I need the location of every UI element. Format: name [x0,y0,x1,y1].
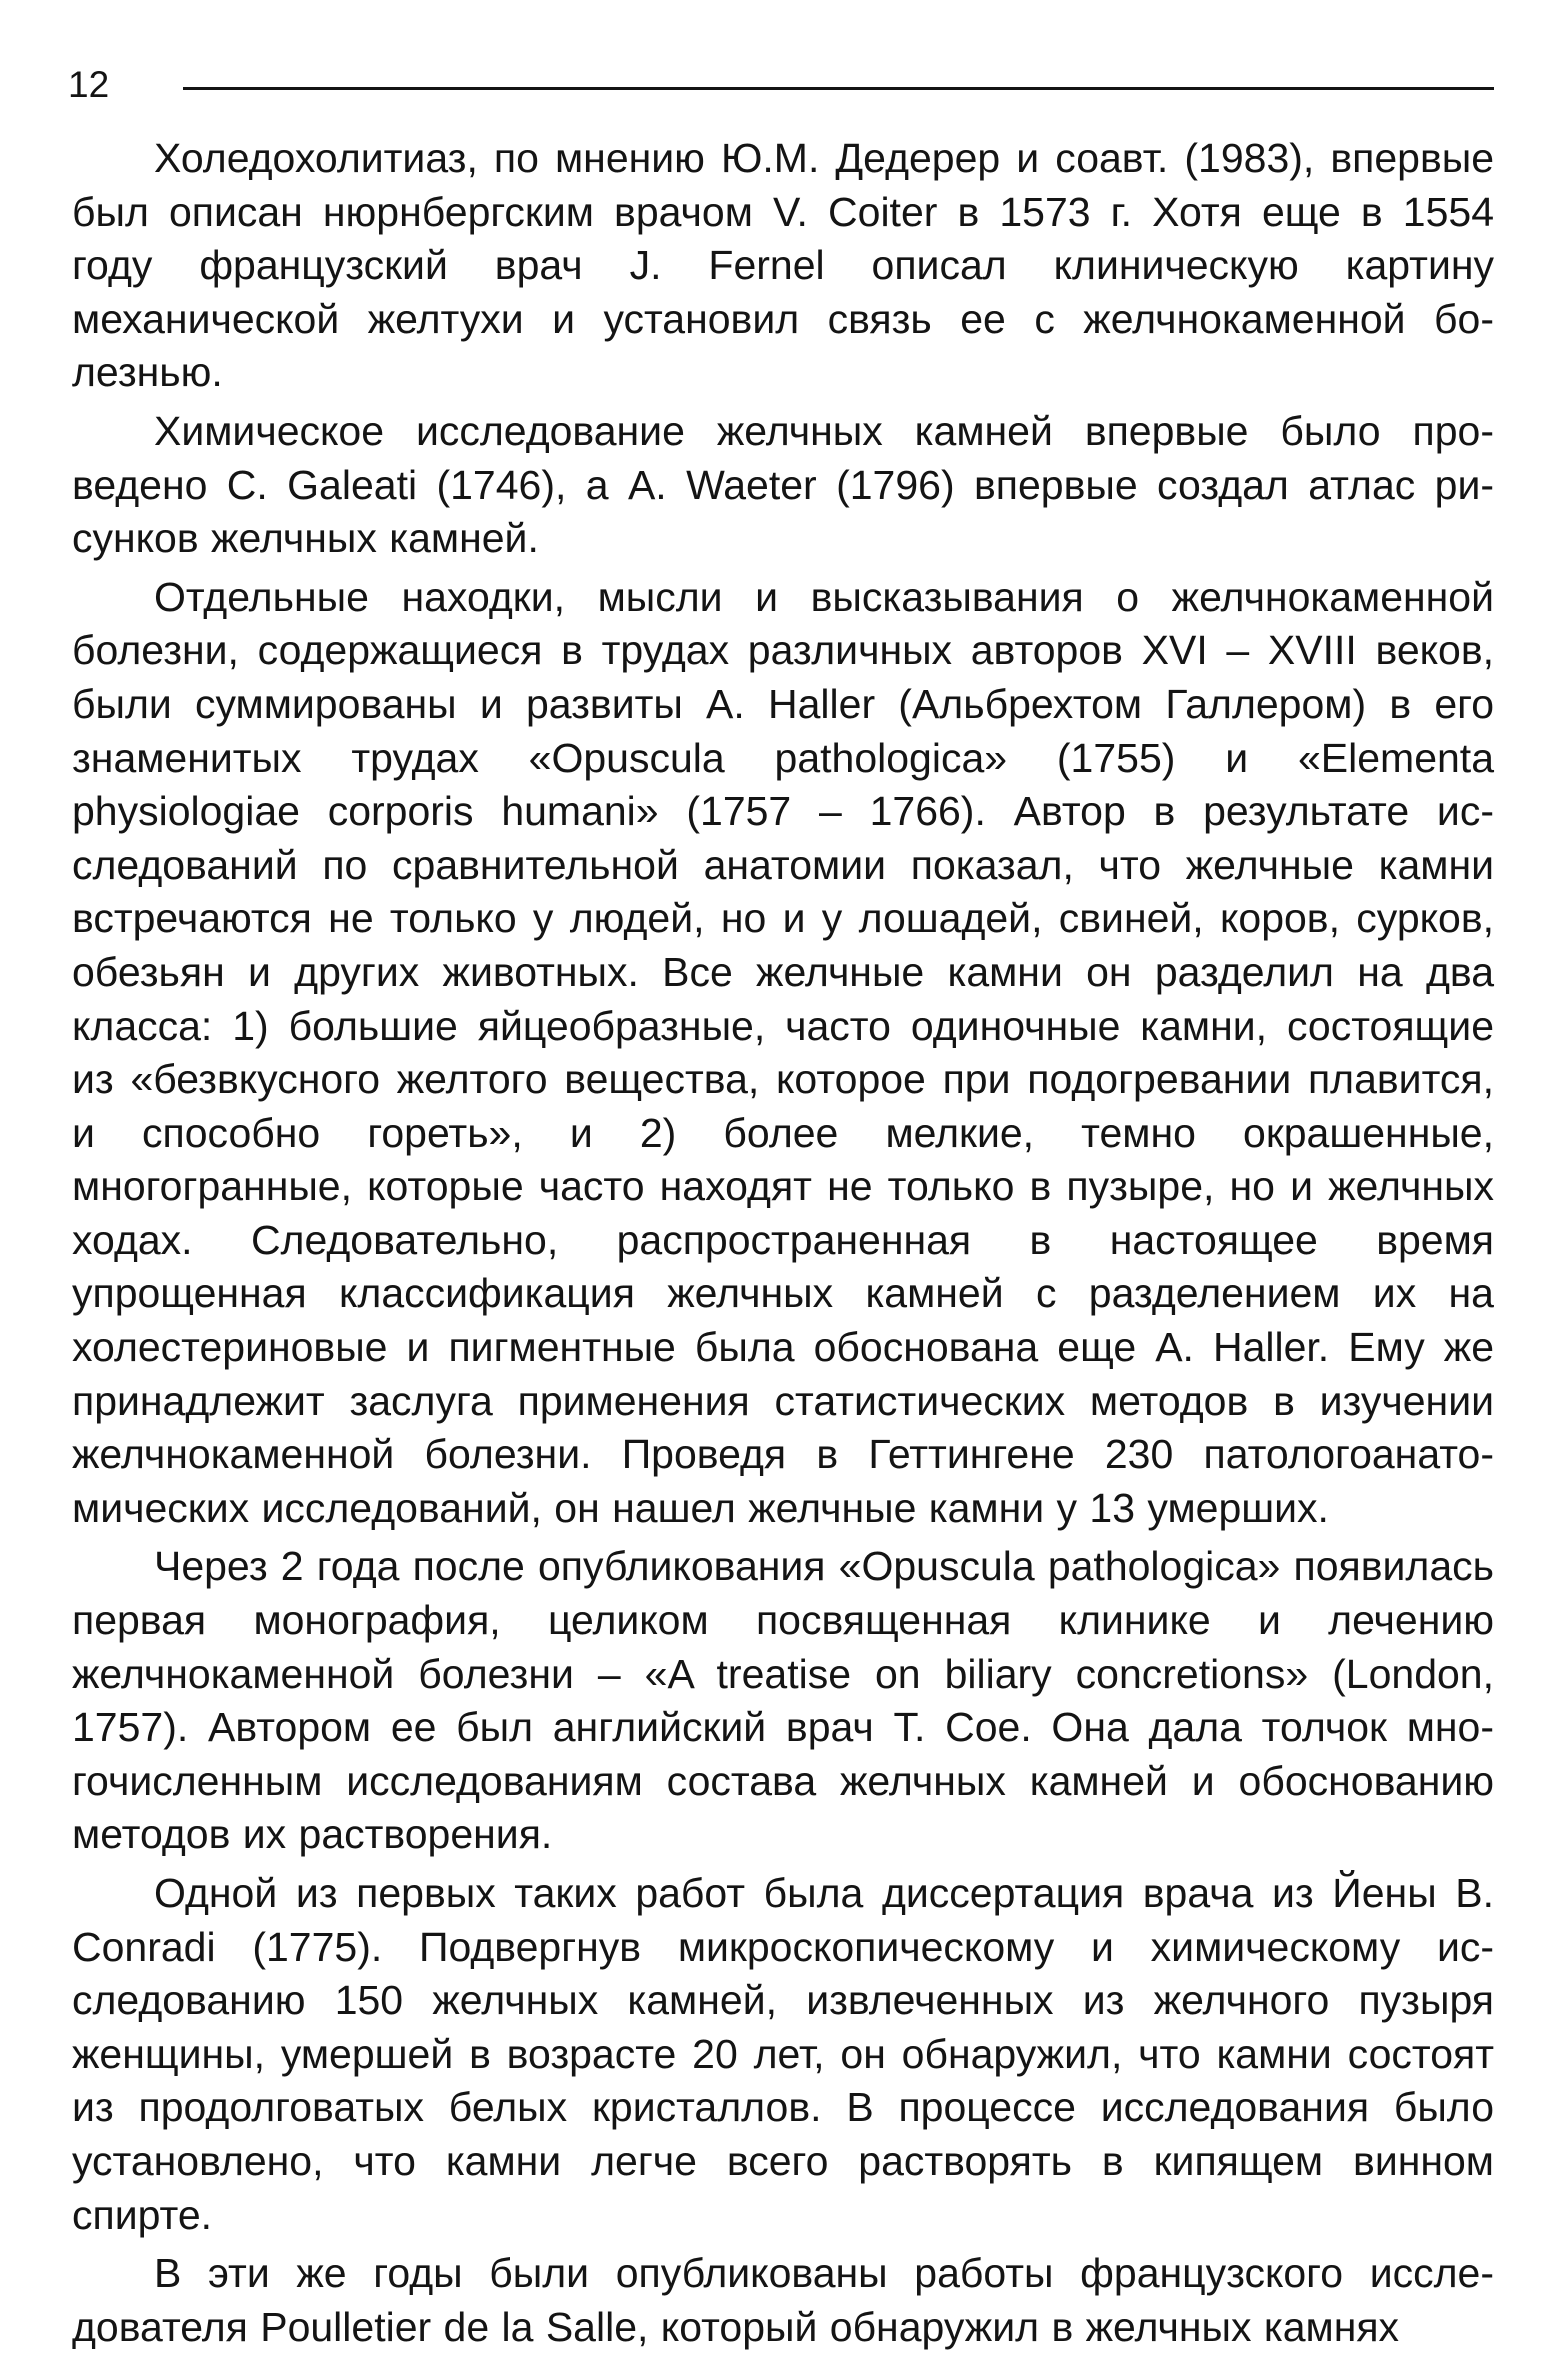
paragraph: Через 2 года после опубликования «Opuscula pathologica» появилась первая монография, целиком посвященная клинике и лечению желчнокаменной болезни – «A treatise on biliary concretions» (London, 1757). Автором ее был английский врач T. Coe. Она дала толчок многочисленным исследованиям состава желчных камней и обоснованию методов их растворения. [72,1543,1494,1858]
page-header [68,62,1494,110]
paragraph: Одной из первых таких работ была диссертация врача из Йены B. Conradi (1775). Подвергнув микроскопическому и химическому исследованию 150 желчных камней, извлеченных из желчного пузыря женщины, умершей в возрасте 20 лет, он обнаружил, что камни состоят из продолговатых белых кристаллов. В процессе исследования было установлено, что камни легче всего растворять в кипящем винном спирте. [72,1870,1494,2238]
body-text [72,132,1494,2359]
paragraph: Холедохолитиаз, по мнению Ю.М. Дедерер и соавт. (1983), впервые был описан нюрнбергским врачом V. Coiter в 1573 г. Хотя еще в 1554 году французский врач J. Fernel описал клиническую картину механической желтухи и установил связь ее с желчнокаменной болезнью. [72,135,1494,396]
paragraph: Химическое исследование желчных камней впервые было проведено C. Galeati (1746), а A. Waeter (1796) впервые создал атлас рисунков желчных камней. [72,407,1494,562]
header-rule [183,87,1494,90]
paragraph: Отдельные находки, мысли и высказывания о желчнокаменной болезни, содержащиеся в трудах различных авторов XVI – XVIII веков, были суммированы и развиты A. Haller (Альбрехтом Галлером) в его знаменитых трудах «Opuscula pathologica» (1755) и «Elementa physiologiae corporis humani» (1757 – 1766). Автор в результате исследований по сравнительной анатомии показал, что желчные камни встречаются не только у людей, но и у лошадей, свиней, коров, сурков, обезьян и других животных. Все желчные камни он разделил на два класса: 1) большие яйцеобразные, часто одиночные камни, состоящие из «безвкусного желтого вещества, которое при подогревании плавится, и способно гореть», и 2) более мелкие, темно окрашенные, многогранные, которые часто находят не только в пузыре, но и желчных ходах. Следовательно, распространенная в настоящее время упрощенная классификация желчных камней с разделением их на холестериновые и пигментные была обоснована еще A. Haller. Ему же принадлежит заслуга применения статистических методов в изучении желчнокаменной болезни. Проведя в Геттингене 230 патологоанатомических исследований, он нашел желчные камни у 13 умерших. [72,573,1494,1531]
paragraph: В эти же годы были опубликованы работы французского исследователя Poulletier de la Salle, который обнаружил в желчных камнях [72,2250,1494,2350]
page-number: 12 [68,64,110,105]
